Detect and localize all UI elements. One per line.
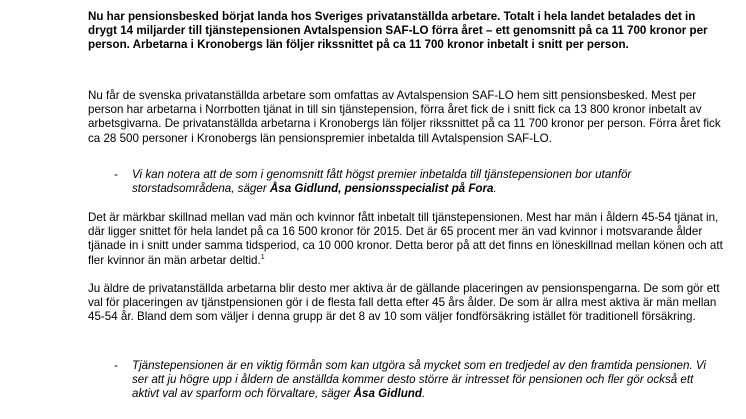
body-paragraph-2 [88,211,728,268]
quote-2-text: Tjänstepensionen är en viktig förmån som kan utgöra så mycket som en tredjedel av den framtida pensionen. Vi ser att ju högre upp i åldern de anställda kommer desto större är intresset för pensionen och fler gör också ett aktivt val av sparform och förvaltare, säger [132,359,706,401]
quote-2-dash: - [114,359,118,372]
quote-1-body [132,168,708,196]
footnote-reference: 1 [260,253,265,261]
body-paragraph-1: Nu får de svenska privatanställda arbetare som omfattas av Avtalspension SAF-LO hem sitt pensionsbesked. Mest per person har arbetarna i Norrbotten tjänat in till sin tjänstepension, förra året fick de i snitt fick ca 13 800 kronor inbetalt av arbetsgivarna. De privatanställda arbetarna i Kronobergs län följer rikssnittet på ca 11 700 kronor per person. Förra året fick ca 28 500 personer i Kronobergs län pensionspremier inbetalda till Avtalspension SAF-LO. [88,89,721,145]
quote-1-end: . [493,182,497,196]
quote-1-speaker: Åsa Gidlund, pensionsspecialist på Fora [269,182,494,196]
body-paragraph-3: Ju äldre de privatanställda arbetarna blir desto mer aktiva är de gällande placeringen av pensionspengarna. De som gör ett val för placeringen av tjänstpensionen gör i de flesta fall detta efter 45 års ålder. De som är allra mest aktiva är män mellan 45-54 år. Bland dem som väljer i denna grupp är det 8 av 10 som väljer fondförsäkring istället för traditionell försäkring. [88,282,720,324]
quote-2 [88,359,708,402]
body-paragraph-2-text: Det är märkbar skillnad mellan vad män och kvinnor fått inbetalt till tjänstepensionen. Mest har män i åldern 45-54 tjänat in, där ligger snittet för hela landet på ca 16 500 kronor för 2015. Det är 65 procent mer än vad kvinnor i motsvarande ålder tjänade in i snitt under samma tidsperiod, ca 10 000 kronor. Detta beror på att det finns en löneskillnad mellan könen och att fler kvinnor än män arbetar deltid. [88,211,723,267]
intro-paragraph: Nu har pensionsbesked börjat landa hos Sveriges privatanställda arbetare. Totalt i hela landet betalades det in drygt 14 miljarder till tjänstepensionen Avtalspension SAF-LO förra året – ett genomsnitt på ca 11 700 kronor per person. Arbetarna i Kronobergs län följer rikssnittet på ca 11 700 kronor inbetalt i snitt per person. [88,10,708,52]
quote-1-text: Vi kan notera att de som i genomsnitt fått högst premier inbetalda till tjänstepensionen bor utanför storstadsområdena, säger [132,168,632,196]
quote-2-speaker: Åsa Gidlund [353,387,422,401]
quote-2-end: . [421,387,426,401]
quote-1-dash: - [114,168,118,181]
quote-1 [88,168,708,196]
quote-2-body [132,359,708,402]
